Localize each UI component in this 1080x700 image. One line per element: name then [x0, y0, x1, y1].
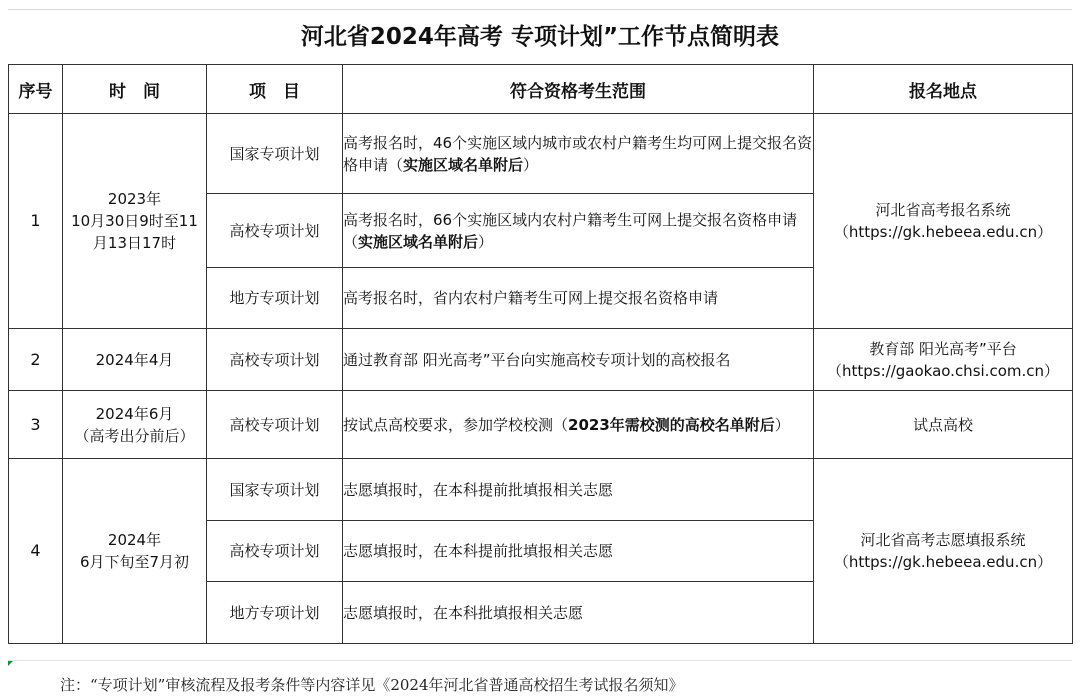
table-row: [9, 459, 1073, 521]
row3-scope: [343, 391, 814, 459]
row4-item-2: 高校专项计划: [207, 521, 343, 582]
row1-item-2: 高校专项计划: [207, 194, 343, 268]
row3-place: 试点高校: [814, 391, 1073, 459]
row1-seq: 1: [9, 114, 63, 329]
row4-place: [814, 459, 1073, 644]
row1-place: [814, 114, 1073, 329]
row2-place-line1: 教育部 阳光高考”平台: [869, 339, 1017, 358]
cell-corner-marker: [8, 661, 13, 666]
table-row: [9, 329, 1073, 391]
row1-time: [63, 114, 207, 329]
row1-scope-2: [343, 194, 814, 268]
scope-text: 高考报名时，46个实施区域内城市或农村户籍考生均可网上提交报名资格申请（: [343, 133, 813, 174]
row1-time-line2: 10月30日9时至11: [71, 212, 198, 230]
row2-place-line2: （https://gaokao.chsi.com.cn）: [826, 361, 1060, 380]
row4-seq: 4: [9, 459, 63, 644]
row4-scope-1: 志愿填报时，在本科提前批填报相关志愿: [343, 459, 814, 521]
row4-scope-2: 志愿填报时，在本科提前批填报相关志愿: [343, 521, 814, 582]
row4-scope-3: 志愿填报时，在本科批填报相关志愿: [343, 582, 814, 644]
row2-scope: 通过教育部 阳光高考”平台向实施高校专项计划的高校报名: [343, 329, 814, 391]
row1-time-line1: 2023年: [107, 190, 162, 208]
row4-time-line2: 6月下旬至7月初: [79, 553, 190, 571]
scope-bold: 实施区域名单附后: [358, 232, 479, 251]
row3-time: [63, 391, 207, 459]
schedule-table: [8, 64, 1073, 644]
scope-tail: ）: [523, 155, 539, 174]
row1-scope-1: [343, 114, 814, 194]
footnote: 注：“专项计划”审核流程及报考条件等内容详见《2024年河北省普通高校招生考试报名须知》: [60, 676, 684, 694]
row4-time-line1: 2024年: [107, 531, 162, 549]
header-place: 报名地点: [814, 65, 1073, 114]
scope-text: 高考报名时，66个实施区域内农村户籍考生可网上提交报名资格申请（: [343, 210, 798, 251]
row3-seq: 3: [9, 391, 63, 459]
scope-bold: 2023年需校测的高校名单附后: [568, 415, 775, 434]
row3-time-line2: （高考出分前后）: [74, 426, 195, 445]
row3-time-line1: 2024年6月: [95, 404, 174, 423]
row1-item-1: 国家专项计划: [207, 114, 343, 194]
table-row: [9, 114, 1073, 194]
scope-tail: ）: [774, 415, 790, 434]
table-row: [9, 391, 1073, 459]
row4-item-3: 地方专项计划: [207, 582, 343, 644]
row2-place: [814, 329, 1073, 391]
row4-place-line1: 河北省高考志愿填报系统: [860, 531, 1026, 549]
header-seq: 序号: [9, 65, 63, 114]
row4-place-line2: （https://gk.hebeea.edu.cn）: [833, 553, 1053, 571]
header-scope: 符合资格考生范围: [343, 65, 814, 114]
scope-bold: 实施区域名单附后: [403, 155, 524, 174]
header-item: 项 目: [207, 65, 343, 114]
row2-time: 2024年4月: [63, 329, 207, 391]
header-time: 时 间: [63, 65, 207, 114]
scope-text: 按试点高校要求，参加学校校测（: [343, 415, 569, 434]
row2-seq: 2: [9, 329, 63, 391]
row1-scope-3: 高考报名时，省内农村户籍考生可网上提交报名资格申请: [343, 268, 814, 329]
scope-tail: ）: [478, 232, 494, 251]
row1-place-line1: 河北省高考报名系统: [875, 201, 1011, 219]
row3-item: 高校专项计划: [207, 391, 343, 459]
row2-item: 高校专项计划: [207, 329, 343, 391]
header-row: [9, 65, 1073, 114]
row4-time: [63, 459, 207, 644]
row4-item-1: 国家专项计划: [207, 459, 343, 521]
page-title: 河北省2024年高考 专项计划”工作节点简明表: [300, 24, 780, 50]
row1-time-line3: 月13日17时: [92, 234, 177, 252]
note-separator: [8, 660, 1072, 661]
row1-place-line2: （https://gk.hebeea.edu.cn）: [833, 223, 1053, 241]
row1-item-3: 地方专项计划: [207, 268, 343, 329]
